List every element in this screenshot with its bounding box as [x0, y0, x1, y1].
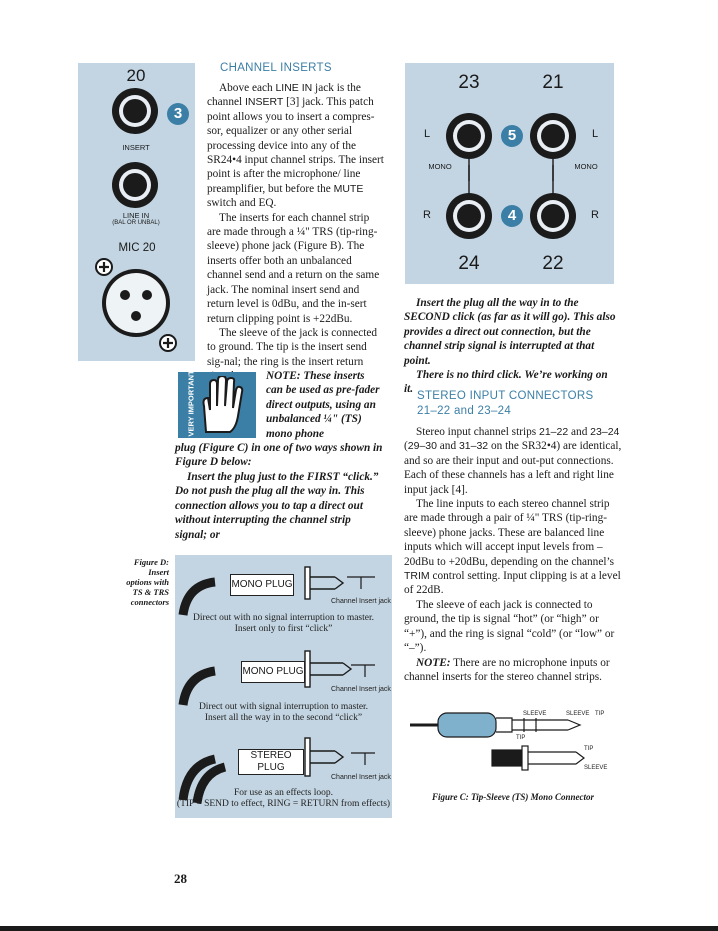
insert-label: INSERT — [122, 143, 150, 152]
fig-c-sleeve-1: SLEEVE — [523, 711, 547, 717]
figure-d-caption-2a: Direct out with signal interruption to master. — [198, 702, 369, 712]
channel-inserts-heading: CHANNEL INSERTS — [220, 62, 332, 74]
channel-21-label: 21 — [542, 72, 564, 93]
line-in-jack-hole — [123, 173, 147, 197]
hand-icon — [196, 376, 252, 436]
figure-d-caption-1a: Direct out with no signal interruption to master. — [193, 613, 374, 623]
figure-d-caption-1b: Insert only to first “click” — [234, 624, 333, 634]
stereo-plug-line-1: STEREO — [250, 750, 292, 761]
footer-rule — [0, 926, 718, 931]
fig-c-sleeve-3: SLEEVE — [584, 765, 608, 771]
figure-d-caption-3b: (TIP = SEND to effect, RING = RETURN from effects) — [176, 799, 391, 809]
channel-23-label: 23 — [458, 72, 480, 93]
fig-c-tip-3: TIP — [584, 746, 594, 752]
l-label-left: L — [423, 128, 431, 140]
page-number: 28 — [174, 871, 187, 886]
channel-inserts-body: Above each LINE IN jack is the channel INSERT [3] jack. This patch point allows you to insert a compres-sor, equalizer or any other serial processing device into any of the SR24•4 input channel strips. The insert point is after the microphone/ line preamplifier, but before the MUTE switch and EQ. The inserts for each channel strip are made through a ¼" TRS (tip-ring-sleeve) phone jack (Figure B). The inserts offer both an unbalanced channel send and a return on the same jack. The nominal insert send and return level is 0dBu, and the in-sert return clipping point is +22dBu. The sleeve of the jack is connected to ground. The tip is the insert send sig-nal; the ring is the insert return — [207, 82, 384, 368]
badge-4: 4 — [501, 205, 523, 227]
very-important-note: NOTE: These inserts can be used as pre-fader direct outputs, using an unbalanced ¼" (TS) mono phone — [266, 370, 380, 440]
stereo-plug-line-2: PLUG — [257, 762, 285, 773]
fig-c-sleeve-2: SLEEVE — [566, 711, 590, 717]
channel-insert-jack-label-2: Channel Insert jack — [331, 686, 391, 693]
stereo-heading-sub: 21–22 and 23–24 — [417, 405, 512, 417]
figure-d-caption-2b: Insert all the way in to the second “click” — [204, 713, 363, 723]
mono-label-left: MONO — [428, 162, 452, 171]
mono-plug-2: MONO PLUG — [241, 661, 305, 683]
very-important-note-cont: plug (Figure C) in one of two ways shown in Figure D below: — [175, 442, 383, 469]
channel-insert-jack-label-3: Channel Insert jack — [331, 774, 391, 781]
insert-badge: 3 — [167, 103, 189, 125]
first-click-note: Insert the plug just to the FIRST “click.” Do not push the plug all the way in. This connection allows you to tap a direct out without interrupting the channel strip signal; or — [175, 471, 379, 541]
fig-c-tip-2: TIP — [516, 735, 526, 741]
channel-number: 20 — [126, 66, 146, 85]
figure-d-caption-3a: For use as an effects loop. — [233, 788, 334, 798]
badge-5: 5 — [501, 125, 523, 147]
r-label-right: R — [591, 209, 599, 221]
very-important-label: VERY IMPORTANT — [186, 370, 196, 437]
stereo-plug — [238, 749, 304, 775]
figure-d-caption: Figure D: Insert options with TS & TRS connectors — [126, 557, 169, 607]
channel-22-label: 22 — [542, 253, 564, 274]
line-in-sublabel: (BAL OR UNBAL) — [112, 220, 160, 226]
l-label-right: L — [591, 128, 599, 140]
mono-label-right: MONO — [574, 162, 598, 171]
xlr-connector — [90, 256, 182, 354]
mic-label: MIC 20 — [118, 242, 156, 254]
mono-plug-1: MONO PLUG — [230, 574, 294, 596]
very-important-badge — [178, 372, 256, 438]
fig-c-tip-1: TIP — [595, 711, 605, 717]
insert-jack-hole — [123, 99, 147, 123]
mono-link-lines — [405, 63, 614, 284]
channel-insert-jack-label-1: Channel Insert jack — [331, 598, 391, 605]
line-in-label: LINE IN — [122, 211, 150, 220]
r-label-left: R — [423, 209, 431, 221]
figure-c-caption: Figure C: Tip-Sleeve (TS) Mono Connector — [432, 792, 594, 802]
stereo-heading: STEREO INPUT CONNECTORS — [417, 390, 594, 402]
stereo-body: Stereo input channel strips 21–22 and 23–24 (29–30 and 31–32 on the SR32•4) are identical, and so are their input and out-put connections. Each of these channels has a left and right line input jack [4]. The line inputs to each stereo channel strip are made through a pair of ¼" TRS (tip-ring-sleeve) phone jacks. These are balanced line inputs which will accept input levels from –20dBu to +20dBu, depending on the channel’s TRIM control setting. Input clipping is at a level of 22dB. The sleeve of each jack is connected to ground, the tip is signal “hot” (or “high” or “+”), and the ring is signal “cold” (or “low” or “–”). NOTE: There are no microphone inputs or channel inserts for the stereo channel strips. — [404, 426, 622, 683]
channel-24-label: 24 — [458, 253, 480, 274]
second-click-note: Insert the plug all the way in to the SECOND click (as far as it will go). This also provides a direct out connection, but the channel strip signal is interrupted at that point. There is no third click. We’re working on it. — [404, 297, 616, 396]
